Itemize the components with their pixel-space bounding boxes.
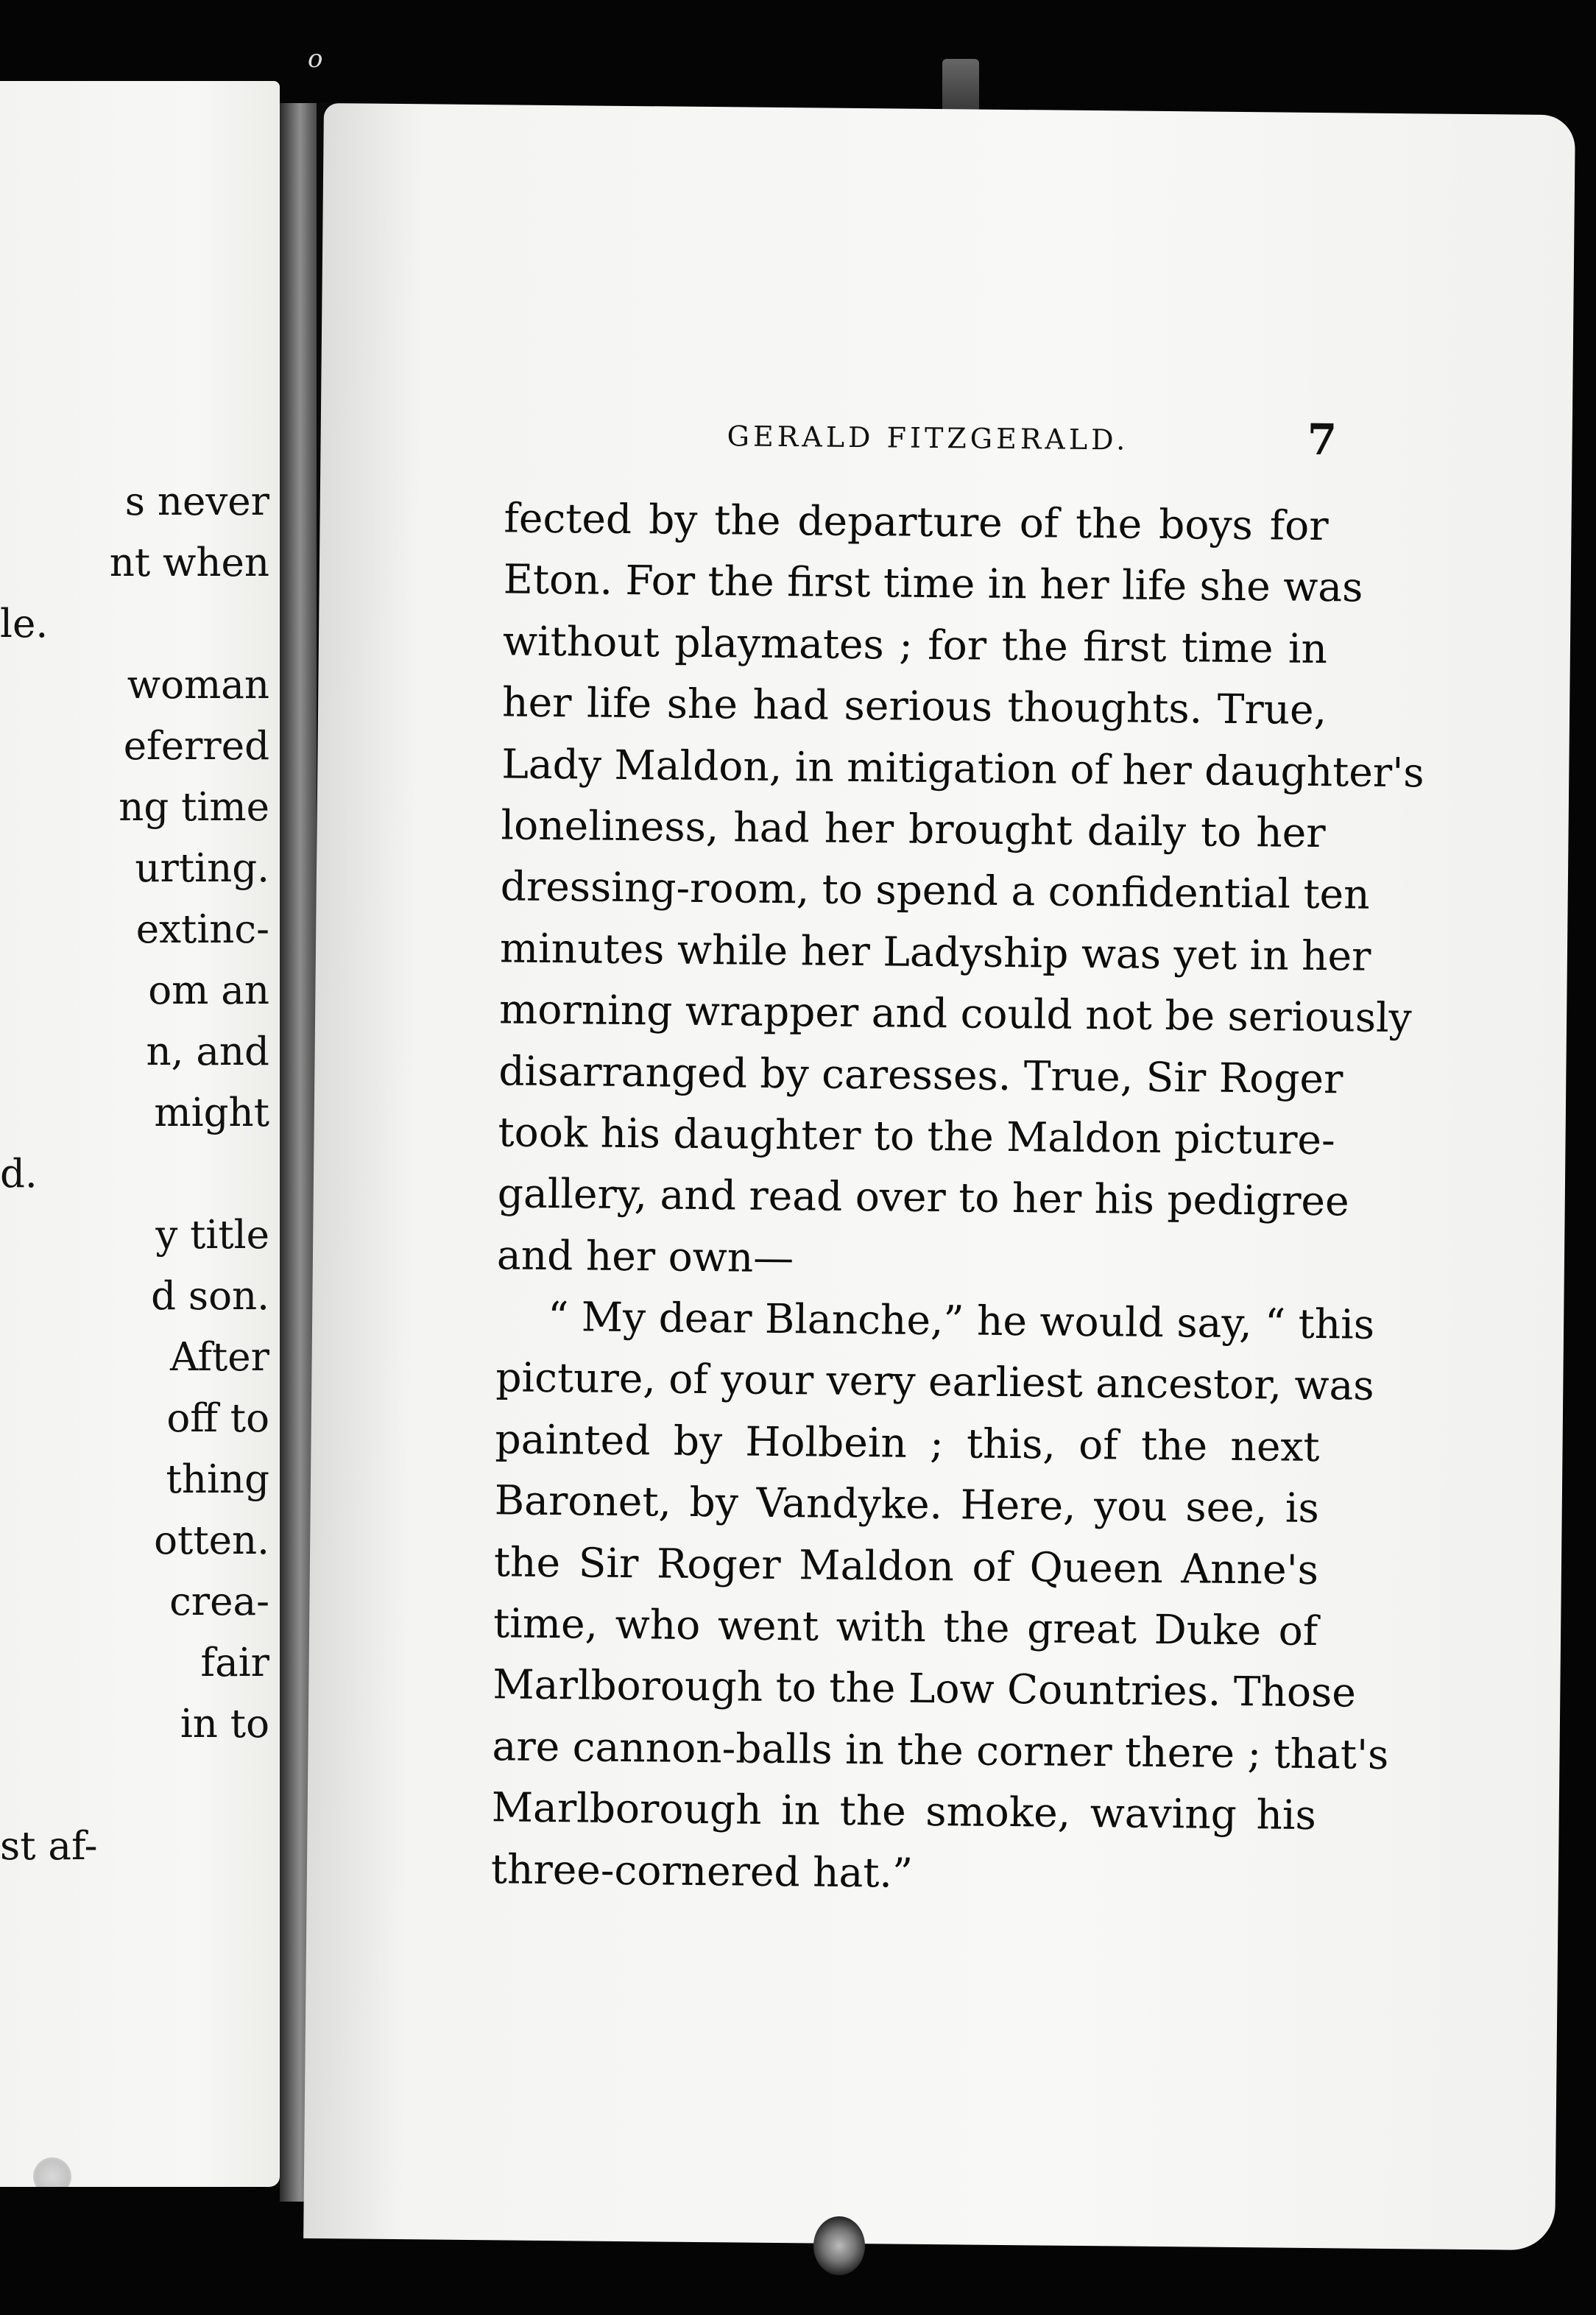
left-page-line: After <box>170 1335 269 1380</box>
text-line: took his daughter to the Maldon picture- <box>498 1108 1335 1164</box>
left-page-line: nt when <box>109 540 269 585</box>
left-page-line: n, and <box>146 1029 269 1074</box>
left-page-line: d son. <box>151 1274 269 1319</box>
left-page-line: st af- <box>0 1824 98 1869</box>
left-page-line: urting. <box>135 846 269 891</box>
body-text <box>490 487 1424 1908</box>
text-line: fected by the departure of the boys for <box>504 494 1329 550</box>
text-line: and her own— <box>496 1231 794 1281</box>
left-page-fragment <box>0 81 280 2187</box>
left-page-line: off to <box>166 1396 269 1441</box>
text-line: disarranged by caresses. True, Sir Roger <box>498 1046 1343 1102</box>
text-line: three-cornered hat.” <box>490 1844 914 1897</box>
left-page-line: fair <box>200 1641 269 1685</box>
left-page-line: might <box>154 1090 269 1135</box>
left-page-line: woman <box>127 663 269 708</box>
left-page-line: s never <box>124 479 269 524</box>
text-line: Eton. For the first time in her life she was <box>503 555 1363 611</box>
left-page-line: extinc- <box>135 907 269 952</box>
text-line: time, who went with the great Duke of <box>492 1599 1318 1655</box>
text-line: the Sir Roger Maldon of Queen Anne's <box>493 1537 1319 1593</box>
left-page-line: ng time <box>119 785 269 830</box>
left-page-line: om an <box>148 968 269 1013</box>
text-line: loneliness, had her brought daily to her <box>501 801 1326 857</box>
running-head: GERALD FITZGERALD. <box>727 420 1129 457</box>
left-page-line: thing <box>166 1457 269 1502</box>
text-line: morning wrapper and could not be seriously <box>498 985 1412 1042</box>
left-page-line: eferred <box>123 724 269 769</box>
left-page-line: y title <box>155 1213 269 1258</box>
text-line: painted by Holbein ; this, of the next <box>495 1415 1320 1470</box>
left-page-line: crea- <box>169 1579 269 1624</box>
text-line: Marlborough to the Low Countries. Those <box>492 1660 1357 1716</box>
left-page-line: le. <box>0 602 49 646</box>
text-line: minutes while her Ladyship was yet in her <box>499 924 1371 980</box>
text-line: Baronet, by Vandyke. Here, you see, is <box>494 1476 1320 1532</box>
text-line: her life she had serious thoughts. True, <box>501 678 1327 734</box>
text-line: “ My dear Blanche,” he would say, “ this <box>547 1293 1375 1348</box>
text-line: dressing-room, to spend a confidential ten <box>500 862 1370 919</box>
left-page-line: d. <box>0 1152 38 1197</box>
right-page <box>303 103 1575 2250</box>
text-line: Lady Maldon, in mitigation of her daughter's <box>501 739 1424 796</box>
text-line: are cannon-balls in the corner there ; that's <box>492 1722 1389 1778</box>
text-line: without playmates ; for the first time in <box>502 617 1328 672</box>
scan-artifact-mark: o <box>308 44 323 74</box>
text-line: Marlborough in the smoke, waving his <box>491 1783 1317 1839</box>
text-line: picture, of your very earliest ancestor, was <box>495 1353 1374 1410</box>
page-stain <box>33 2157 71 2187</box>
text-line: gallery, and read over to her his pedigree <box>497 1169 1349 1225</box>
ink-blot <box>813 2216 865 2275</box>
left-page-line: otten. <box>154 1518 269 1563</box>
page-number: 7 <box>1307 414 1338 465</box>
left-page-line: in to <box>180 1702 269 1747</box>
